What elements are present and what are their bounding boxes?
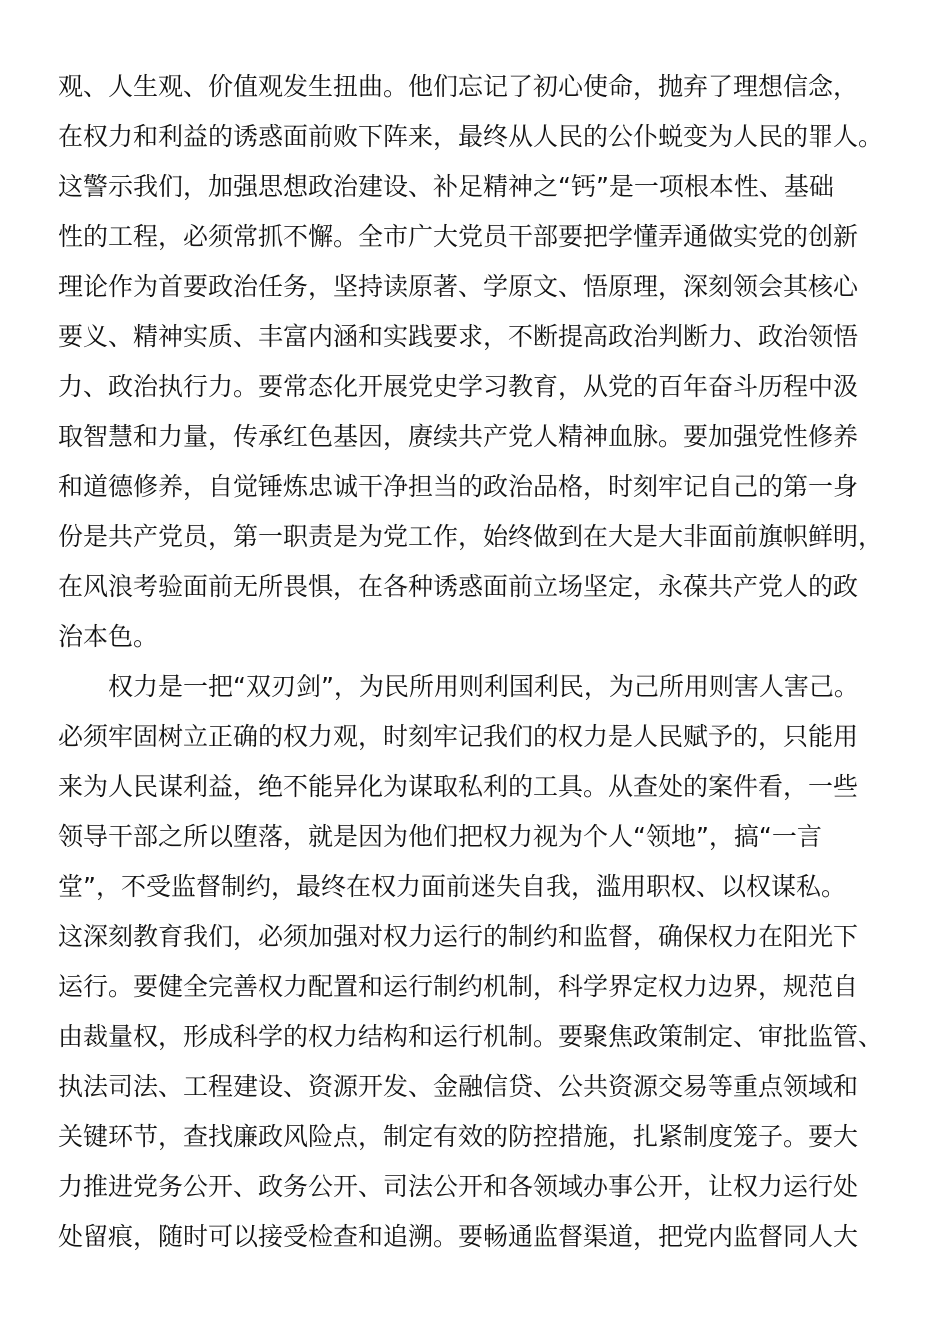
text-line: 力、政治执行力。要常态化开展党史学习教育，从党的百年奋斗历程中汲 (58, 372, 859, 401)
text-line: 要义、精神实质、丰富内涵和实践要求，不断提高政治判断力、政治领悟 (58, 322, 859, 351)
text-line: 在权力和利益的诱惑面前败下阵来，最终从人民的公仆蜕变为人民的罪人。 (58, 122, 884, 151)
text-line: 力推进党务公开、政务公开、司法公开和各领域办事公开，让权力运行处 (58, 1172, 859, 1201)
text-line: 运行。要健全完善权力配置和运行制约机制，科学界定权力边界，规范自 (58, 972, 859, 1001)
text-line: 理论作为首要政治任务，坚持读原著、学原文、悟原理，深刻领会其核心 (58, 272, 859, 301)
text-line: 治本色。 (58, 622, 159, 651)
document-page (58, 62, 894, 1262)
text-line: 来为人民谋利益，绝不能异化为谋取私利的工具。从查处的案件看，一些 (58, 772, 859, 801)
text-line: 观、人生观、价值观发生扭曲。他们忘记了初心使命，抛弃了理想信念， (58, 72, 859, 101)
text-line: 份是共产党员，第一职责是为党工作，始终做到在大是大非面前旗帜鲜明， (58, 522, 884, 551)
text-line: 领导干部之所以堕落，就是因为他们把权力视为个人“领地”，搞“一言 (58, 822, 822, 851)
text-line: 由裁量权，形成科学的权力结构和运行机制。要聚焦政策制定、审批监管、 (58, 1022, 884, 1051)
text-line: 执法司法、工程建设、资源开发、金融信贷、公共资源交易等重点领域和 (58, 1072, 859, 1101)
paragraph-1 (58, 62, 894, 662)
text-line: 处留痕，随时可以接受检查和追溯。要畅通监督渠道，把党内监督同人大 (58, 1222, 859, 1251)
text-line: 权力是一把“双刃剑”，为民所用则利国利民，为己所用则害人害己。 (108, 672, 859, 701)
text-line: 在风浪考验面前无所畏惧，在各种诱惑面前立场坚定，永葆共产党人的政 (58, 572, 859, 601)
text-line: 必须牢固树立正确的权力观，时刻牢记我们的权力是人民赋予的，只能用 (58, 722, 859, 751)
text-line: 堂”，不受监督制约，最终在权力面前迷失自我，滥用职权、以权谋私。 (58, 872, 846, 901)
text-line: 这警示我们，加强思想政治建设、补足精神之“钙”是一项根本性、基础 (58, 172, 834, 201)
text-line: 这深刻教育我们，必须加强对权力运行的制约和监督，确保权力在阳光下 (58, 922, 859, 951)
text-line: 性的工程，必须常抓不懈。全市广大党员干部要把学懂弄通做实党的创新 (58, 222, 859, 251)
text-line: 关键环节，查找廉政风险点，制定有效的防控措施，扎紧制度笼子。要大 (58, 1122, 859, 1151)
text-line: 和道德修养，自觉锤炼忠诚干净担当的政治品格，时刻牢记自己的第一身 (58, 472, 859, 501)
paragraph-2 (58, 662, 894, 1262)
text-line: 取智慧和力量，传承红色基因，赓续共产党人精神血脉。要加强党性修养 (58, 422, 859, 451)
